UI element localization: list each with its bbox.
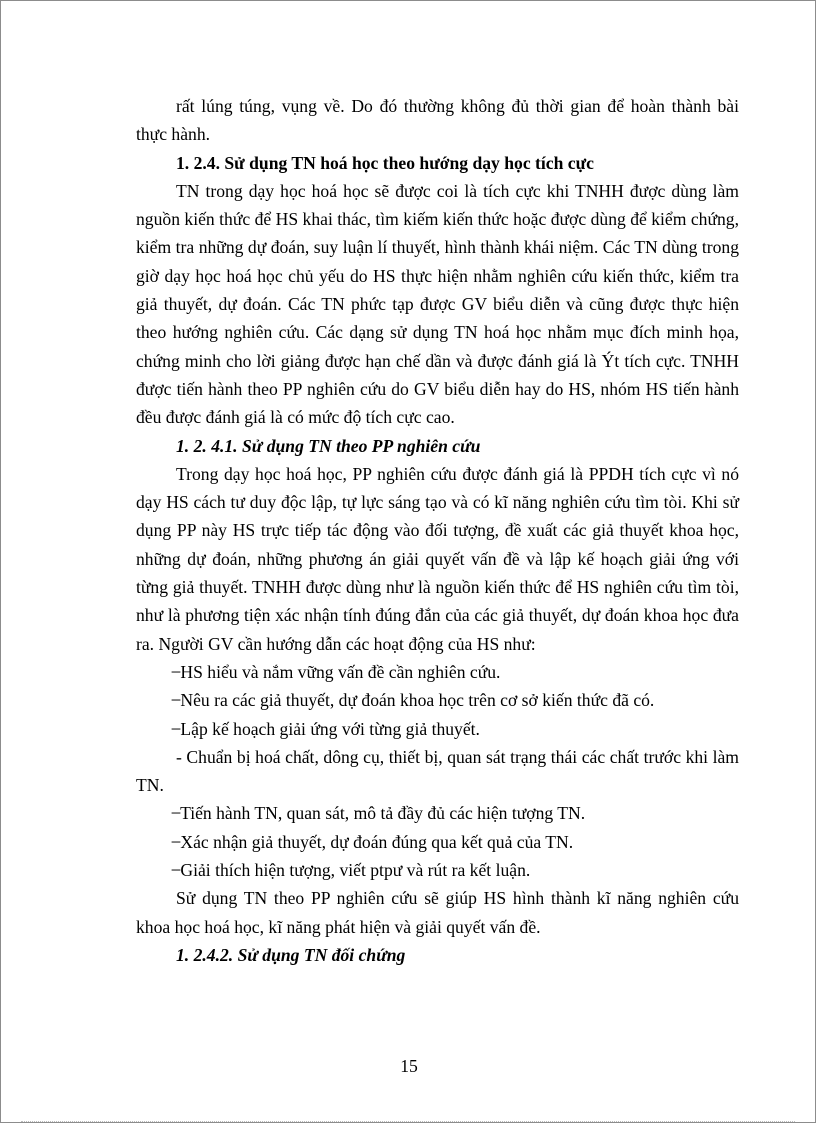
subsection-heading: 1. 2.4.2. Sử dụng TN đối chứng [176,944,406,965]
section-heading: 1. 2.4. Sử dụng TN hoá học theo hướng dạy học tích cực [176,152,594,173]
list-item: ̶ Lập kế hoạch giải ứng với từng giả thuyết. [176,718,480,739]
list-item: - Chuẩn bị hoá chất, dông cụ, thiết bị, quan sát trạng thái các chất trước khi làm TN. [136,746,739,796]
list-item: ̶ Xác nhận giả thuyết, dự đoán đúng qua kết quả của TN. [176,831,574,852]
body-paragraph: Sử dụng TN theo PP nghiên cứu sẽ giúp HS hình thành kĩ năng nghiên cứu khoa học hoá học, kĩ năng phát hiện và giải quyết vấn đề. [136,888,739,937]
subsection-heading: 1. 2. 4.1. Sử dụng TN theo PP nghiên cứu [176,435,481,456]
list-item: ̶ Giải thích hiện tượng, viết ptpư và rút ra kết luận. [176,860,531,881]
document-body [136,92,739,969]
list-item: ̶ Nêu ra các giả thuyết, dự đoán khoa học trên cơ sở kiến thức đã có. [176,690,655,711]
continuation-paragraph: rất lúng túng, vụng về. Do đó thường không đủ thời gian để hoàn thành bài thực hành. [136,96,739,145]
body-paragraph: TN trong dạy học hoá học sẽ được coi là tích cực khi TNHH được dùng làm nguồn kiến thức để HS khai thác, tìm kiếm kiến thức hoặc được dùng để kiểm chứng, kiểm tra những dự đoán, suy luận lí thuyết, hình thành khái niệm. Các TN dùng trong giờ dạy học hoá học chủ yếu do HS thực hiện nhằm nghiên cứu kiến thức, kiểm tra giả thuyết, dự đoán. Các TN phức tạp được GV biểu diễn và cũng được thực hiện theo hướng nghiên cứu. Các dạng sử dụng TN hoá học nhằm mục đích minh họa, chứng minh cho lời giảng được hạn chế dần và được đánh giá là Ýt tích cực. TNHH được tiến hành theo PP nghiên cứu do GV biểu diễn hay do HS, nhóm HS tiến hành đều được đánh giá là có mức độ tích cực cao. [136,180,739,428]
list-item: ̶ HS hiểu và nắm vững vấn đề cần nghiên cứu. [176,661,501,682]
list-item: ̶ Tiến hành TN, quan sát, mô tả đầy đủ các hiện tượng TN. [176,803,586,824]
page-bottom-divider [21,1121,795,1122]
body-paragraph: Trong dạy học hoá học, PP nghiên cứu được đánh giá là PPDH tích cực vì nó dạy HS cách tư duy độc lập, tự lực sáng tạo và có kĩ năng nghiên cứu tìm tòi. Khi sử dụng PP này HS trực tiếp tác động vào đối tượng, đề xuất các giả thuyết khoa học, những dự đoán, những phương án giải quyết vấn đề và lập kế hoạch giải ứng với từng giả thuyết. TNHH được dùng như là nguồn kiến thức để HS nghiên cứu tìm tòi, như là phương tiện xác nhận tính đúng đắn của các giả thuyết, dự đoán khoa học đưa ra. Người GV cần hướng dẫn các hoạt động của HS như: [136,463,739,654]
page-number: 15 [400,1056,418,1076]
